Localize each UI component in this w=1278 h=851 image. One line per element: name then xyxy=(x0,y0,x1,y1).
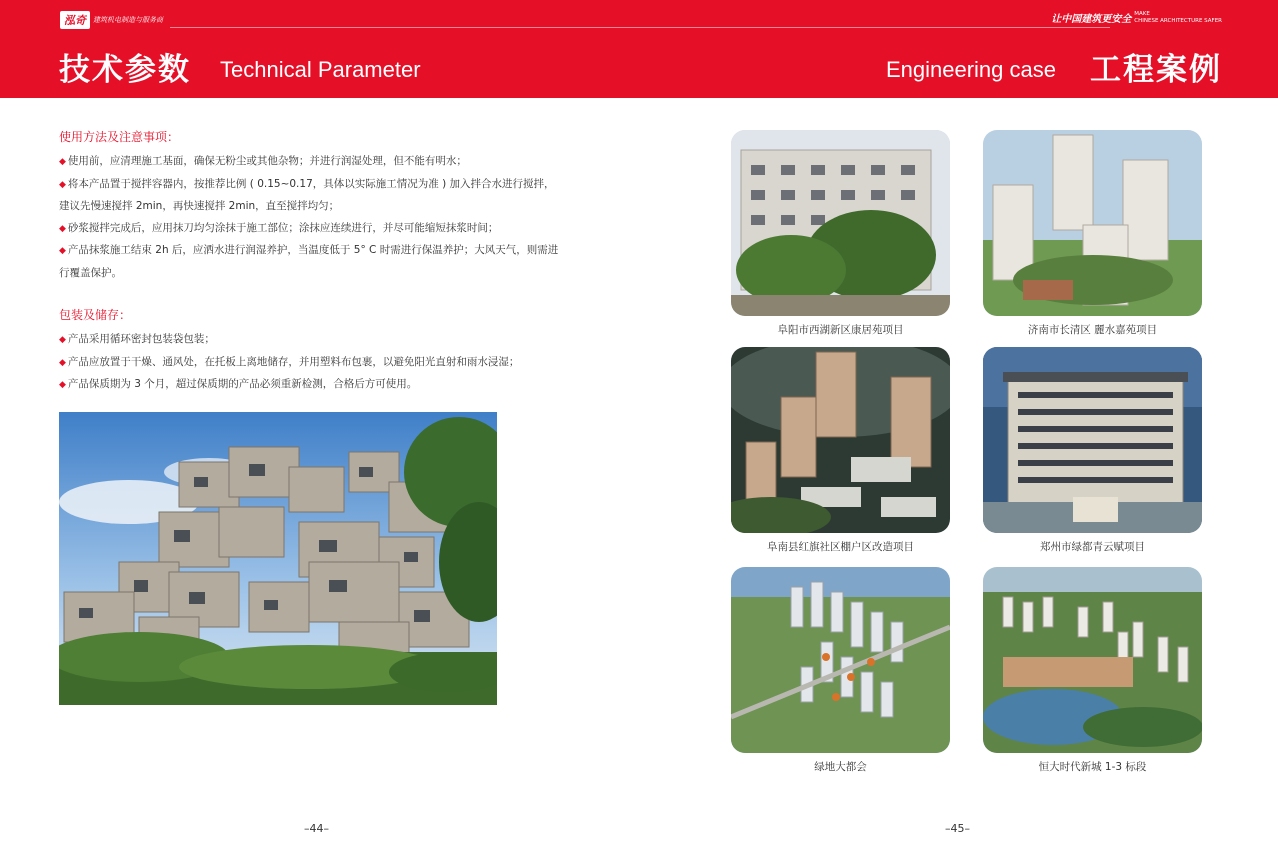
case-card xyxy=(983,347,1202,554)
slogan-cn: 让中国建筑更安全 xyxy=(1051,14,1132,25)
storage-item: ◆ 产品保质期为 3 个月，超过保质期的产品必须重新检测，合格后方可使用。 xyxy=(59,378,418,390)
case-card xyxy=(731,130,950,337)
case-caption: 绿地大都会 xyxy=(814,761,867,773)
case-card xyxy=(983,130,1202,337)
bullet-diamond-icon: ◆ xyxy=(59,179,66,190)
case-caption: 郑州市绿都青云赋项目 xyxy=(1040,541,1145,553)
bullet-diamond-icon: ◆ xyxy=(59,157,66,167)
logo-subtitle: 建筑机电制造与服务商 xyxy=(93,16,163,24)
right-page-title-en: Engineering case xyxy=(885,57,1056,82)
page-number-left: –44– xyxy=(304,822,329,835)
usage-item: ◆ 将本产品置于搅拌容器内，按推荐比例 ( 0.15~0.17，具体以实际施工情况为准 ) 加入拌合水进行搅拌， xyxy=(59,177,555,190)
left-page-title-en: Technical Parameter xyxy=(220,57,421,82)
usage-item-continued: 建议先慢速搅拌 2min，再快速搅拌 2min，直至搅拌均匀； xyxy=(59,200,340,212)
usage-title: 使用方法及注意事项： xyxy=(59,130,180,144)
left-page-title-cn: 技术参数 xyxy=(59,52,191,88)
case-card xyxy=(983,567,1202,774)
case-photo xyxy=(983,567,1202,753)
usage-item: ◆ 使用前，应清理施工基面，确保无粉尘或其他杂物；并进行润湿处理，但不能有明水； xyxy=(59,155,467,167)
case-photo xyxy=(731,130,950,316)
slogan xyxy=(1051,10,1222,25)
case-photo xyxy=(983,347,1202,533)
case-caption: 恒大时代新城 1-3 标段 xyxy=(1038,761,1147,773)
logo-mark: 泓奇 xyxy=(60,11,90,29)
bullet-diamond-icon: ◆ xyxy=(59,246,66,256)
bullet-diamond-icon: ◆ xyxy=(59,357,66,368)
case-card xyxy=(731,567,950,774)
technical-text xyxy=(59,128,569,397)
page-number-right: –45– xyxy=(945,822,970,835)
case-photo xyxy=(731,567,950,753)
bullet-diamond-icon: ◆ xyxy=(59,335,66,345)
usage-item: ◆ 砂浆搅拌完成后，应用抹刀均匀涂抹于施工部位；涂抹应连续进行，并尽可能缩短抹浆时间； xyxy=(59,221,499,234)
brand-logo xyxy=(60,11,163,29)
bullet-diamond-icon: ◆ xyxy=(59,380,66,390)
building-photo xyxy=(59,412,497,705)
right-page-title-cn: 工程案例 xyxy=(1090,52,1222,88)
slogan-en-line1: MAKE xyxy=(1134,10,1150,17)
bullet-diamond-icon: ◆ xyxy=(59,223,66,234)
storage-title: 包装及储存： xyxy=(59,308,132,322)
storage-item: ◆ 产品采用循环密封包装袋包装； xyxy=(59,333,215,345)
header-band xyxy=(0,0,1278,98)
case-caption: 济南市长清区 麗水嘉苑项目 xyxy=(1027,324,1158,336)
case-caption: 阜阳市西湖新区康居苑项目 xyxy=(777,324,904,336)
usage-item: ◆ 产品抹浆施工结束 2h 后，应洒水进行润湿养护，当温度低于 5° C 时需进行保温养护；大风天气，则需进 xyxy=(59,244,559,256)
case-caption: 阜南县红旗社区棚户区改造项目 xyxy=(767,541,914,553)
case-card xyxy=(731,347,950,554)
storage-item: ◆ 产品应放置于干燥、通风处，在托板上离地储存，并用塑料布包裹，以避免阳光直射和雨水浸湿； xyxy=(59,355,520,368)
case-photo xyxy=(731,347,950,533)
usage-item-continued: 行覆盖保护。 xyxy=(59,266,122,279)
header-divider xyxy=(170,27,1110,28)
slogan-en xyxy=(1134,11,1222,25)
case-photo xyxy=(983,130,1202,316)
slogan-en-line2: CHINESE ARCHITECTURE SAFER xyxy=(1134,17,1222,24)
